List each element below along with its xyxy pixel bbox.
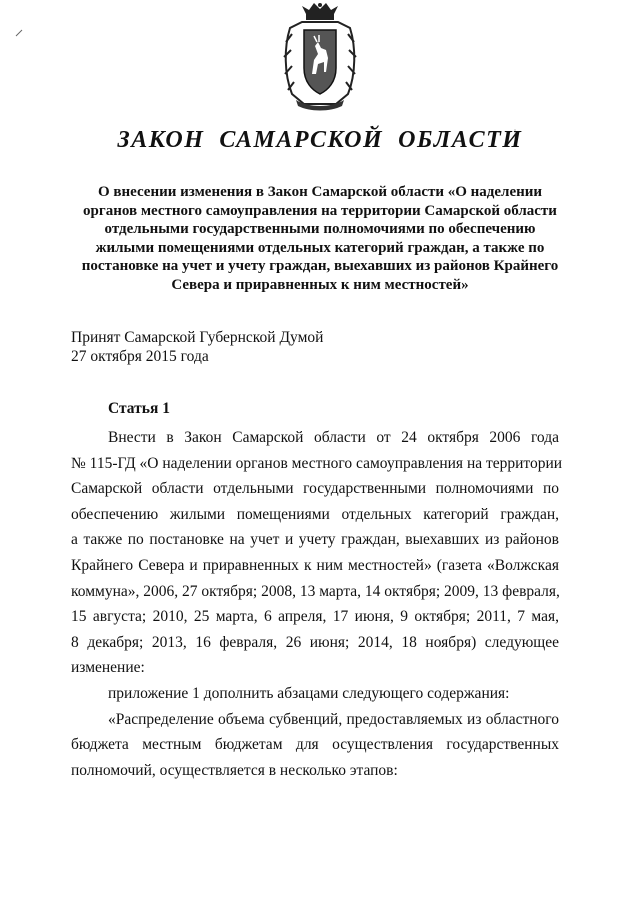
body-line: Крайнего Севера и приравненных к ним местностей» (газета «Волжская	[71, 556, 559, 574]
subtitle-line: жилыми помещениями отдельных категорий граждан, а также по	[95, 239, 545, 256]
document-subtitle	[40, 183, 600, 295]
subtitle-line: органов местного самоуправления на территории Самарской области	[83, 202, 557, 219]
body-line: обеспечению жилыми помещениями отдельных категорий граждан,	[71, 505, 559, 523]
body-line: изменение:	[71, 659, 145, 677]
article-heading: Статья 1	[108, 400, 170, 417]
body-line: полномочий, осуществляется в несколько этапов:	[71, 761, 398, 779]
body-line: коммуна», 2006, 27 октября; 2008, 13 марта, 14 октября; 2009, 13 февраля,	[71, 582, 560, 600]
coat-of-arms-emblem	[282, 2, 358, 112]
body-line: Самарской области отдельными государственными полномочиями по	[71, 480, 559, 498]
body-line: приложение 1 дополнить абзацами следующего содержания:	[108, 684, 510, 702]
body-line: а также по постановке на учет и учету граждан, выехавших из районов	[71, 531, 559, 549]
body-line: 8 декабря; 2013, 16 февраля, 26 июня; 2014, 18 ноября) следующее	[71, 633, 559, 651]
adopted-date: 27 октября 2015 года	[71, 347, 209, 365]
body-line: Внести в Закон Самарской области от 24 октября 2006 года	[108, 429, 559, 446]
subtitle-line: О внесении изменения в Закон Самарской области «О наделении	[97, 184, 543, 200]
adopted-by: Принят Самарской Губернской Думой	[71, 329, 324, 346]
scan-mark	[14, 28, 24, 38]
body-line: «Распределение объема субвенций, предоставляемых из областного	[108, 710, 559, 728]
adoption-info	[71, 329, 323, 366]
subtitle-line: отдельными государственными полномочиями по обеспечению	[104, 221, 536, 238]
body-line: 15 августа; 2010, 25 марта, 6 апреля, 17 июня, 9 октября; 2011, 7 мая,	[71, 608, 559, 626]
body-line: бюджета местным бюджетам для осуществления государственных	[71, 736, 559, 754]
article-body	[71, 425, 563, 783]
document-title: ЗАКОН САМАРСКОЙ ОБЛАСТИ	[117, 127, 523, 153]
subtitle-line: Севера и приравненных к ним местностей»	[171, 276, 469, 293]
subtitle-line: постановке на учет и учету граждан, выехавших из районов Крайнего	[81, 258, 559, 275]
body-line: № 115-ГД «О наделении органов местного самоуправления на территории	[71, 454, 563, 472]
